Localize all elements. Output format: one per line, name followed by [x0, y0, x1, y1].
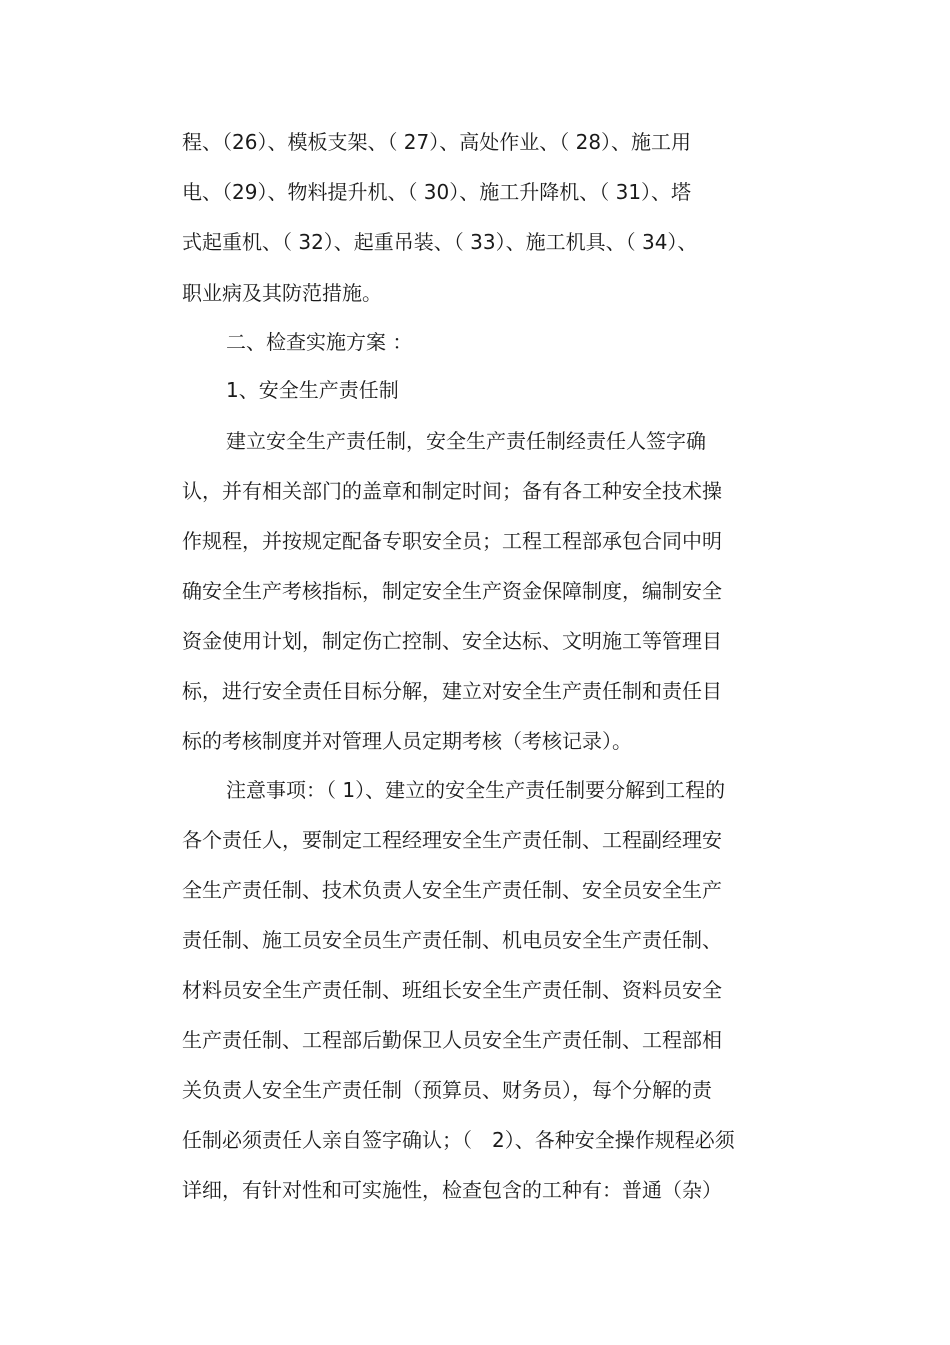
text-line: 各个责任人，要制定工程经理安全生产责任制、工程副经理安 [182, 828, 722, 852]
text-line: 标的考核制度并对管理人员定期考核（考核记录）。 [182, 729, 632, 753]
text-line: 标，进行安全责任目标分解，建立对安全生产责任制和责任目 [182, 679, 722, 703]
text-line: 注意事项：（ 1）、建立的安全生产责任制要分解到工程的 [226, 778, 726, 802]
text-line: 作规程，并按规定配备专职安全员；工程工程部承包合同中明 [182, 529, 722, 553]
subsection-heading: 1、安全生产责任制 [226, 378, 399, 402]
text-line: 生产责任制、工程部后勤保卫人员安全生产责任制、工程部相 [182, 1028, 722, 1052]
text-line: 电、（29）、物料提升机、（ 30）、施工升降机、（ 31）、塔 [182, 180, 692, 204]
text-line: 程、（26）、模板支架、（ 27）、高处作业、（ 28）、施工用 [182, 130, 692, 154]
text-line: 建立安全生产责任制，安全生产责任制经责任人签字确 [226, 429, 706, 453]
text-line: 任制必须责任人亲自签字确认；（ 2）、各种安全操作规程必须 [182, 1128, 735, 1152]
text-line: 认，并有相关部门的盖章和制定时间；备有各工种安全技术操 [182, 479, 722, 503]
text-line: 材料员安全生产责任制、班组长安全生产责任制、资料员安全 [182, 978, 722, 1002]
text-line: 确安全生产考核指标，制定安全生产资金保障制度，编制安全 [182, 579, 722, 603]
text-line: 式起重机、（ 32）、起重吊装、（ 33）、施工机具、（ 34）、 [182, 230, 698, 254]
text-line: 关负责人安全生产责任制（预算员、财务员），每个分解的责 [182, 1078, 712, 1102]
text-line: 资金使用计划，制定伤亡控制、安全达标、文明施工等管理目 [182, 629, 722, 653]
text-line: 责任制、施工员安全员生产责任制、机电员安全生产责任制、 [182, 928, 722, 952]
text-line: 详细，有针对性和可实施性，检查包含的工种有：普通（杂） [182, 1178, 722, 1202]
section-heading: 二、检查实施方案 ： [226, 330, 413, 354]
text-line: 职业病及其防范措施。 [182, 281, 382, 305]
text-line: 全生产责任制、技术负责人安全生产责任制、安全员安全生产 [182, 878, 722, 902]
